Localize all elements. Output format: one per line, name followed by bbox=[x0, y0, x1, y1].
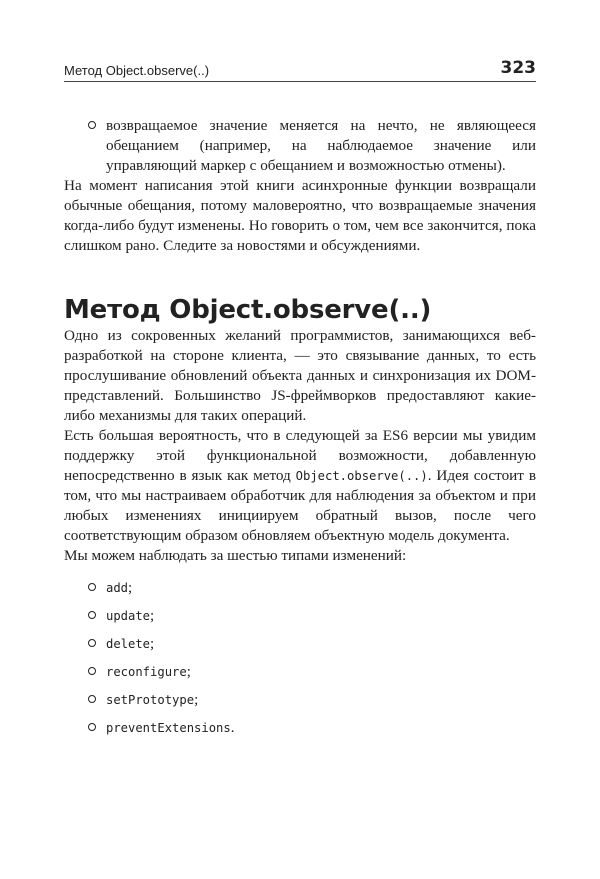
change-type-punct: ; bbox=[186, 663, 191, 680]
bullet-circle-icon bbox=[86, 714, 106, 742]
bullet-circle-icon bbox=[86, 602, 106, 630]
change-type-code: add bbox=[106, 580, 129, 595]
change-type-code: preventExtensions bbox=[106, 720, 231, 735]
change-type-punct: ; bbox=[150, 607, 155, 624]
list-item bbox=[86, 602, 536, 630]
change-type-punct: ; bbox=[128, 579, 133, 596]
list-item bbox=[86, 574, 536, 602]
section-heading: Метод Object.observe(..) bbox=[64, 295, 432, 325]
paragraph-es6-observe bbox=[64, 426, 536, 546]
paragraph-data-binding: Одно из сокровенных желаний программистов, занимающихся веб-разработкой на стороне клиента, — это связывание данных, то есть прослушивание обновлений объекта данных и синхронизация их DOM-представлений. Большинство JS-фреймворков предоставляют какие-либо механизмы для таких операций. bbox=[64, 327, 536, 424]
paragraph-change-types-intro: Мы можем наблюдать за шестью типами изменений: bbox=[64, 547, 407, 564]
change-type-code: setPrototype bbox=[106, 692, 195, 707]
change-type-code: update bbox=[106, 608, 151, 623]
change-type-punct: ; bbox=[150, 635, 155, 652]
paragraph-es6-text-after: . Идея состоит в том, что мы настраиваем обработчик для наблюдения за объектом и при любых изменениях инициируем обратный вызов, после чего соответствующим образом обновляем объектную модель документа. bbox=[64, 467, 536, 544]
page-number: 323 bbox=[500, 58, 536, 78]
inline-code-object-observe: Object.observe(..) bbox=[295, 469, 428, 483]
bullet-circle-icon bbox=[86, 686, 106, 714]
list-item bbox=[86, 714, 536, 742]
change-type-code: delete bbox=[106, 636, 151, 651]
bullet-circle-icon bbox=[86, 658, 106, 686]
running-header bbox=[64, 52, 536, 82]
intro-bullet-text: возвращаемое значение меняется на нечто, не являющееся обещанием (например, на наблюдаемое значение или управляющий маркер с обещанием и возможностью отмены). bbox=[106, 117, 536, 174]
list-item bbox=[86, 630, 536, 658]
list-item bbox=[86, 658, 536, 686]
change-type-punct: ; bbox=[194, 691, 199, 708]
list-item bbox=[86, 686, 536, 714]
paragraph-es6-text-before: Есть большая вероятность, что в следующей за ES6 версии мы увидим поддержку этой функциональной возможности, добавленную непосредственно в язык как метод bbox=[64, 427, 536, 484]
bullet-circle-icon bbox=[86, 630, 106, 658]
change-type-punct: . bbox=[230, 719, 235, 736]
paragraph-async-functions: На момент написания этой книги асинхронные функции возвращали обычные обещания, потому маловероятно, что возвращаемые значения когда-либо будут изменены. Но говорить о том, чем все закончится, пока слишком рано. Следите за новостями и обсуждениями. bbox=[64, 177, 536, 254]
intro-bullet-item bbox=[64, 116, 536, 176]
change-type-code: reconfigure bbox=[106, 664, 187, 679]
running-title: Метод Object.observe(..) bbox=[64, 63, 210, 78]
bullet-circle-icon bbox=[86, 116, 106, 136]
change-types-list bbox=[64, 574, 536, 742]
bullet-circle-icon bbox=[86, 574, 106, 602]
book-page bbox=[64, 52, 536, 742]
